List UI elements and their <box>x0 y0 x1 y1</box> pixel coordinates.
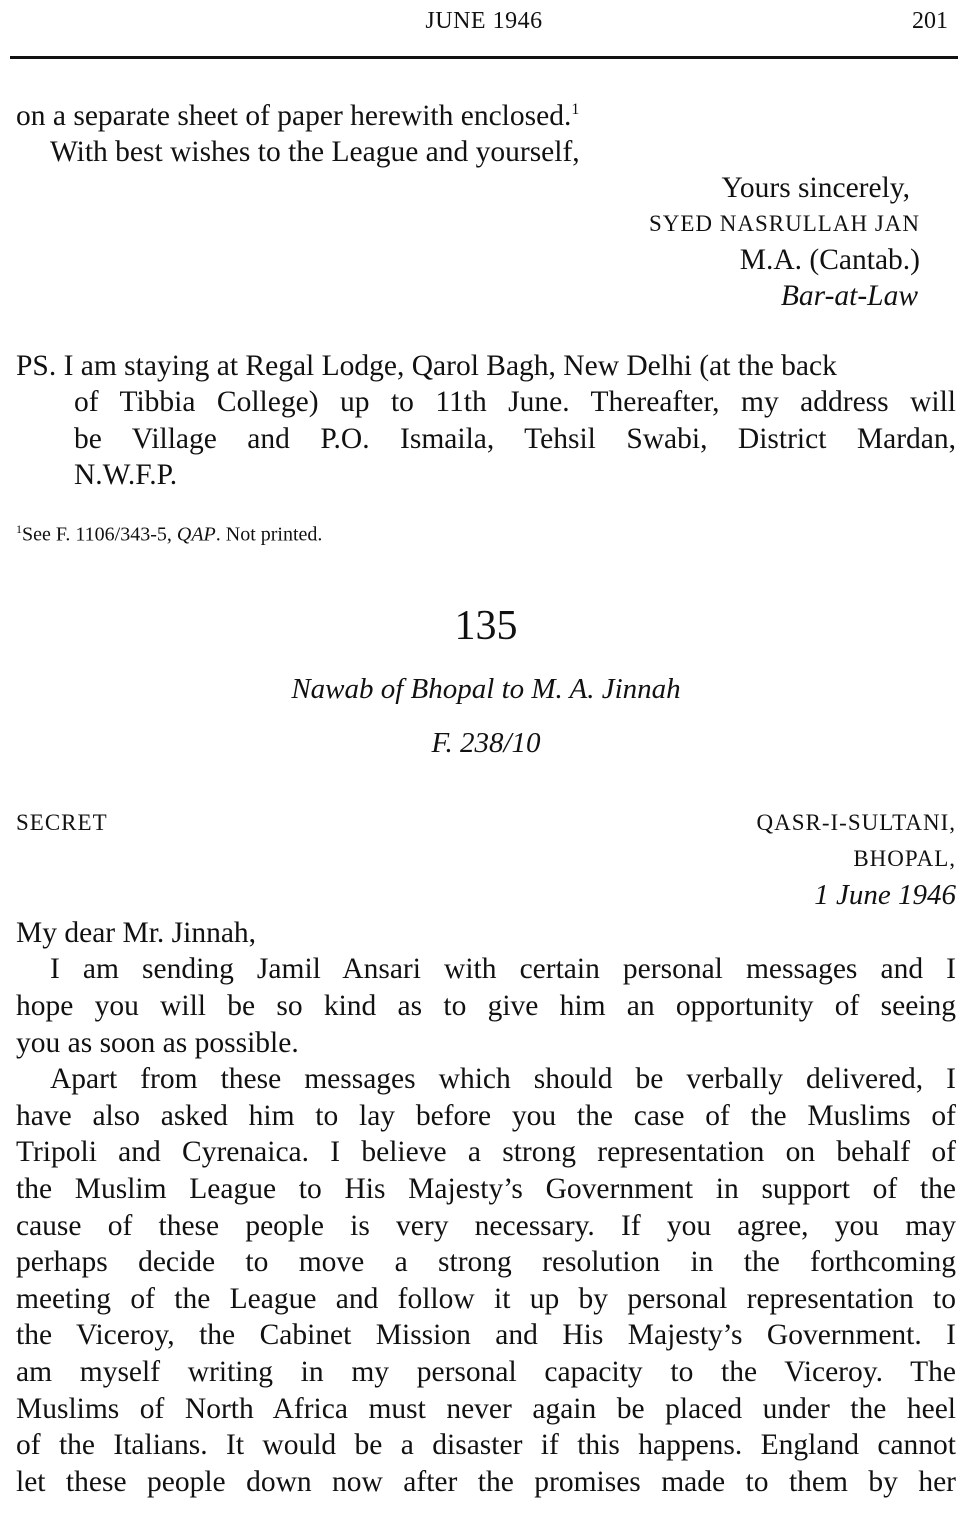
page-body <box>16 92 956 1500</box>
paragraph-line: the Muslim League to His Majesty’s Government in support of the <box>16 1173 956 1206</box>
paragraph-line: Tripoli and Cyrenaica. I believe a strong representation on behalf of <box>16 1136 956 1169</box>
letter-date: 1 June 1946 <box>814 879 956 912</box>
paragraph-line: perhaps decide to move a strong resolution in the forthcoming <box>16 1246 956 1279</box>
letter-text-line: With best wishes to the League and yourself, <box>50 135 580 168</box>
classification: SECRET <box>16 810 108 836</box>
postscript-line: PS. I am staying at Regal Lodge, Qarol Bagh, New Delhi (at the back <box>16 349 837 382</box>
postscript <box>16 348 956 494</box>
paragraph-line: Muslims of North Africa must never again be placed under the heel <box>16 1392 956 1425</box>
document-number: 135 <box>454 603 518 650</box>
paragraph-line: have also asked him to lay before you the case of the Muslims of <box>16 1099 956 1132</box>
signatory-name: SYED NASRULLAH JAN <box>648 210 920 236</box>
paragraph-line: of the Italians. It would be a disaster if this happens. England cannot <box>16 1429 956 1462</box>
sender-address <box>756 805 956 913</box>
address-line: BHOPAL, <box>853 846 956 872</box>
paragraph <box>16 951 956 1061</box>
previous-letter-ending <box>16 92 956 314</box>
paragraph-line: meeting of the League and follow it up by personal representation to <box>16 1282 956 1315</box>
paragraph-line: hope you will be so kind as to give him an opportunity of seeing <box>16 990 956 1023</box>
footnote-marker: 1 <box>16 521 22 536</box>
postscript-line: of Tibbia College) up to 11th June. Thereafter, my address will <box>74 386 956 419</box>
running-title: JUNE 1946 <box>425 8 543 34</box>
paragraph-line: I am sending Jamil Ansari with certain personal messages and I <box>50 953 956 986</box>
header-rule <box>10 56 958 59</box>
paragraph-line: the Viceroy, the Cabinet Mission and His Majesty’s Government. I <box>16 1319 956 1352</box>
footnote: $^1$See F. 1106/343-5, QAP. Not printed. <box>16 521 323 546</box>
paragraph-line: you as soon as possible. <box>16 1026 299 1059</box>
paragraph-line: let these people down now after the promises made to them by her <box>16 1465 956 1498</box>
signatory-title: Bar-at-Law <box>780 279 918 312</box>
footnote-ref: 1 <box>571 101 580 118</box>
letter-text-line: on a separate sheet of paper herewith enclosed.$^1$ <box>16 99 580 132</box>
letter-meta <box>16 805 956 913</box>
page-number: 201 <box>912 8 948 34</box>
paragraph-line: am myself writing in my personal capacity to the Viceroy. The <box>16 1356 956 1389</box>
signatory-degree: M.A. (Cantab.) <box>739 243 920 276</box>
paragraph <box>16 1061 956 1500</box>
closing: Yours sincerely, <box>721 171 910 204</box>
address-line: QASR-I-SULTANI, <box>756 810 956 836</box>
paragraph-line: cause of these people is very necessary. If you agree, you may <box>16 1209 956 1242</box>
document-title: Nawab of Bhopal to M. A. Jinnah <box>291 673 681 706</box>
postscript-line: be Village and P.O. Ismaila, Tehsil Swabi, District Mardan, <box>74 422 956 455</box>
paragraph-line: Apart from these messages which should be verbally delivered, I <box>50 1063 956 1096</box>
page-header <box>10 8 958 38</box>
document-reference: F. 238/10 <box>431 727 541 760</box>
postscript-line: N.W.F.P. <box>74 459 178 492</box>
salutation: My dear Mr. Jinnah, <box>16 917 257 950</box>
